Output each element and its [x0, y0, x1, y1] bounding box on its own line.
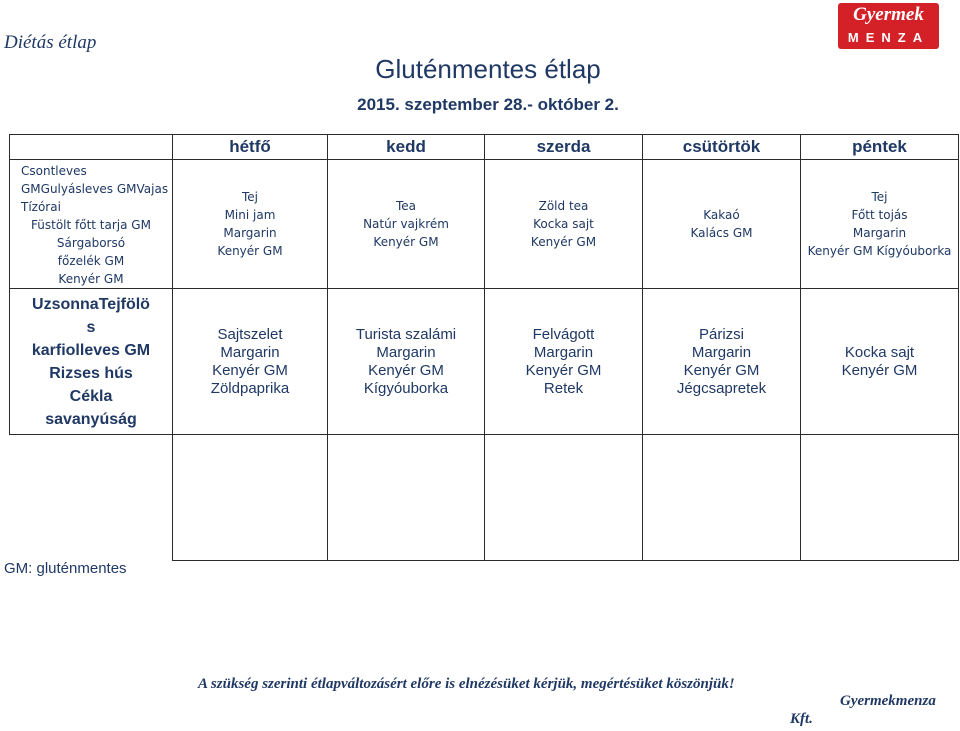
day-wednesday: szerda — [485, 135, 643, 160]
day-friday: péntek — [801, 135, 959, 160]
menu-item: Kocka sajt — [844, 343, 915, 361]
company-suffix: Kft. — [790, 711, 813, 727]
menu-item: Kenyér GM — [530, 235, 597, 249]
menu-item: Kenyér GM — [373, 235, 439, 249]
snack-thursday — [643, 289, 801, 435]
day-tuesday: kedd — [328, 135, 485, 160]
menu-item: Felvágott — [532, 325, 595, 343]
menu-item: Kenyér GM — [525, 361, 602, 379]
snack-friday — [801, 289, 959, 435]
menu-item: Kígyóuborka — [363, 379, 449, 397]
footer-note: A szükség szerinti étlapváltozásért előre is elnézésüket kérjük, megértésüket köszönjük! — [198, 676, 735, 692]
gyermekmenza-logo — [838, 3, 939, 49]
side-snack-cell — [10, 289, 173, 435]
company-signature: Gyermekmenza — [840, 693, 936, 709]
menu-item: Kenyér GM — [683, 361, 760, 379]
menu-item: Párizsi — [698, 325, 744, 343]
empty-cell — [173, 435, 328, 561]
menu-item: Margarin — [223, 226, 277, 240]
legend-note: GM: gluténmentes — [4, 560, 127, 577]
menu-item: Mini jam — [224, 208, 276, 222]
menu-item: Zöld tea — [538, 199, 589, 213]
breakfast-wednesday — [485, 160, 643, 289]
menu-item: Tej — [871, 190, 888, 204]
empty-label-cell — [10, 435, 173, 561]
menu-item: Kenyér GM — [841, 361, 918, 379]
empty-cell — [485, 435, 643, 561]
weekly-menu-table — [9, 134, 959, 561]
empty-cell — [801, 435, 959, 561]
side-snack-line: Rizses hús — [49, 365, 133, 382]
logo-subtitle: MENZA — [847, 30, 930, 45]
side-snack-line: Cékla — [69, 388, 113, 405]
empty-cell — [643, 435, 801, 561]
breakfast-monday — [173, 160, 328, 289]
menu-item: Kocka sajt — [533, 217, 594, 231]
side-lunch-line: Kenyér GM — [58, 272, 124, 286]
snack-tuesday — [328, 289, 485, 435]
day-thursday: csütörtök — [643, 135, 801, 160]
menu-item: Margarin — [220, 343, 280, 361]
menu-item: Turista szalámi — [355, 325, 457, 343]
side-snack-line: s — [86, 319, 96, 336]
menu-item: Főtt tojás — [851, 208, 908, 222]
day-header-row — [10, 135, 959, 160]
breakfast-friday — [801, 160, 959, 289]
document-type-label: Diétás étlap — [4, 32, 97, 53]
menu-item: Kenyér GM — [212, 361, 288, 379]
menu-item: Kakaó — [703, 208, 740, 222]
side-snack-line — [10, 431, 172, 434]
menu-item: Retek — [543, 379, 584, 397]
menu-item: Margarin — [376, 343, 436, 361]
side-lunch-line: Csontleves — [21, 164, 87, 178]
menu-item: Margarin — [691, 343, 752, 361]
date-range: 2015. szeptember 28.- október 2. — [357, 95, 619, 114]
side-snack-line: savanyúság — [45, 411, 137, 428]
logo-wordmark: Gyermek — [853, 4, 924, 25]
side-lunch-line: GMGulyásleves GMVajas — [21, 182, 169, 196]
side-lunch-cell — [10, 160, 173, 289]
breakfast-thursday — [643, 160, 801, 289]
snack-monday — [173, 289, 328, 435]
menu-item: Kenyér GM — [368, 361, 444, 379]
corner-cell — [10, 135, 173, 160]
side-snack-line: karfiolleves GM — [31, 342, 151, 359]
menu-item: Jégcsapretek — [676, 379, 767, 397]
side-lunch-line: Tízórai — [21, 200, 61, 214]
empty-cell — [328, 435, 485, 561]
menu-item: Natúr vajkrém — [363, 217, 449, 231]
side-lunch-line: Sárgaborsó — [56, 236, 126, 250]
page-title: Gluténmentes étlap — [375, 54, 601, 84]
side-snack-line: UzsonnaTejfölö — [32, 296, 150, 313]
menu-item: Sajtszelet — [217, 325, 283, 343]
menu-item: Tea — [395, 199, 417, 213]
day-monday: hétfő — [173, 135, 328, 160]
menu-item: Margarin — [533, 343, 594, 361]
menu-item: Tej — [241, 190, 258, 204]
side-lunch-line: Füstölt főtt tarja GM — [31, 218, 151, 232]
breakfast-row — [10, 160, 959, 289]
breakfast-tuesday — [328, 160, 485, 289]
menu-item: Zöldpaprika — [210, 379, 290, 397]
menu-item: Kenyér GM — [217, 244, 283, 258]
menu-item: Margarin — [852, 226, 907, 240]
side-lunch-line: főzelék GM — [57, 254, 125, 268]
snack-wednesday — [485, 289, 643, 435]
menu-item: Kenyér GM Kígyóuborka — [807, 244, 952, 258]
empty-row — [10, 435, 959, 561]
snack-row — [10, 289, 959, 435]
menu-item: Kalács GM — [690, 226, 753, 240]
